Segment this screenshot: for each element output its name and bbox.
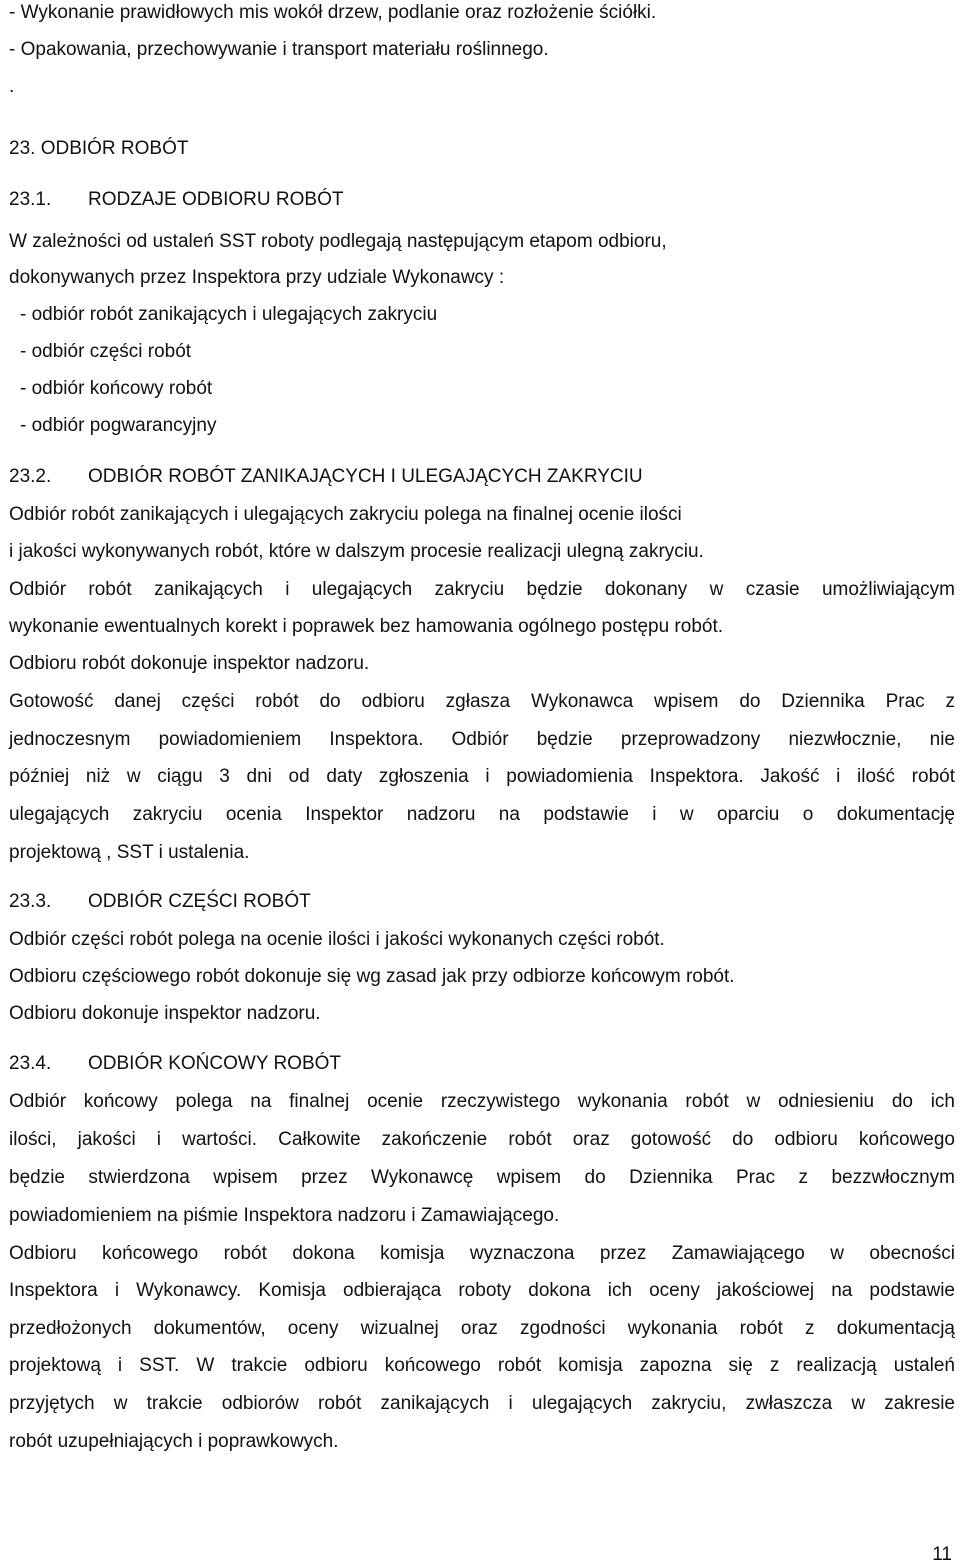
- list-item: - odbiór końcowy robót: [20, 378, 213, 399]
- intro-line: - Opakowania, przechowywanie i transport materiału roślinnego.: [9, 39, 549, 60]
- paragraph-line: jednoczesnym powiadomieniem Inspektora. Odbiór będzie przeprowadzony niezwłocznie, nie: [9, 729, 955, 750]
- paragraph-line: wykonanie ewentualnych korekt i poprawek bez hamowania ogólnego postępu robót.: [9, 616, 724, 637]
- paragraph-line: W zależności od ustaleń SST roboty podlegają następującym etapom odbioru,: [9, 231, 667, 252]
- paragraph-line: projektową i SST. W trakcie odbioru końcowego robót komisja zapozna się z realizacją ustaleń: [9, 1355, 955, 1376]
- paragraph-line: Odbiór robót zanikających i ulegających zakryciu będzie dokonany w czasie umożliwiającym: [9, 579, 955, 600]
- intro-line: .: [9, 76, 15, 97]
- paragraph-line: Odbioru robót dokonuje inspektor nadzoru.: [9, 653, 370, 674]
- subsection-title: ODBIÓR ROBÓT ZANIKAJĄCYCH I ULEGAJĄCYCH ZAKRYCIU: [88, 466, 643, 487]
- paragraph-line: powiadomieniem na piśmie Inspektora nadzoru i Zamawiającego.: [9, 1205, 560, 1226]
- paragraph-line: Odbioru częściowego robót dokonuje się wg zasad jak przy odbiorze końcowym robót.: [9, 966, 735, 987]
- list-item: - odbiór robót zanikających i ulegających zakryciu: [20, 304, 438, 325]
- paragraph-line: Odbiór części robót polega na ocenie ilości i jakości wykonanych części robót.: [9, 929, 665, 950]
- paragraph-line: projektową , SST i ustalenia.: [9, 842, 250, 863]
- subsection-title: ODBIÓR CZĘŚCI ROBÓT: [88, 891, 311, 912]
- intro-line: - Wykonanie prawidłowych mis wokół drzew, podlanie oraz rozłożenie ściółki.: [9, 2, 657, 23]
- paragraph-line: Odbioru dokonuje inspektor nadzoru.: [9, 1003, 321, 1024]
- subsection-title: ODBIÓR KOŃCOWY ROBÓT: [88, 1053, 342, 1074]
- subsection-number: 23.2.: [9, 466, 52, 487]
- paragraph-line: Odbiór końcowy polega na finalnej ocenie rzeczywistego wykonania robót w odniesieniu do ich: [9, 1091, 955, 1112]
- subsection-title: RODZAJE ODBIORU ROBÓT: [88, 189, 344, 210]
- paragraph-line: i jakości wykonywanych robót, które w dalszym procesie realizacji ulegną zakryciu.: [9, 541, 704, 562]
- paragraph-line: przedłożonych dokumentów, oceny wizualnej oraz zgodności wykonania robót z dokumentacją: [9, 1318, 955, 1339]
- paragraph-line: później niż w ciągu 3 dni od daty zgłoszenia i powiadomienia Inspektora. Jakość i ilość robót: [9, 766, 955, 787]
- paragraph-line: ilości, jakości i wartości. Całkowite zakończenie robót oraz gotowość do odbioru końcowego: [9, 1129, 955, 1150]
- subsection-number: 23.4.: [9, 1053, 52, 1074]
- paragraph-line: ulegających zakryciu ocenia Inspektor nadzoru na podstawie i w oparciu o dokumentację: [9, 804, 955, 825]
- paragraph-line: przyjętych w trakcie odbiorów robót zanikających i ulegających zakryciu, zwłaszcza w zakresie: [9, 1393, 955, 1414]
- subsection-number: 23.3.: [9, 891, 52, 912]
- page-number: 11: [932, 1544, 952, 1565]
- paragraph-line: będzie stwierdzona wpisem przez Wykonawcę wpisem do Dziennika Prac z bezzwłocznym: [9, 1167, 955, 1188]
- section-heading: 23. ODBIÓR ROBÓT: [9, 138, 189, 159]
- paragraph-line: Odbioru końcowego robót dokona komisja wyznaczona przez Zamawiającego w obecności: [9, 1243, 955, 1264]
- paragraph-line: Inspektora i Wykonawcy. Komisja odbierająca roboty dokona ich oceny jakościowej na podstawie: [9, 1280, 955, 1301]
- paragraph-line: Odbiór robót zanikających i ulegających zakryciu polega na finalnej ocenie ilości: [9, 504, 682, 525]
- subsection-number: 23.1.: [9, 189, 52, 210]
- paragraph-line: Gotowość danej części robót do odbioru zgłasza Wykonawca wpisem do Dziennika Prac z: [9, 691, 955, 712]
- list-item: - odbiór pogwarancyjny: [20, 415, 217, 436]
- list-item: - odbiór części robót: [20, 341, 192, 362]
- paragraph-line: dokonywanych przez Inspektora przy udziale Wykonawcy :: [9, 267, 505, 288]
- paragraph-line: robót uzupełniających i poprawkowych.: [9, 1431, 339, 1452]
